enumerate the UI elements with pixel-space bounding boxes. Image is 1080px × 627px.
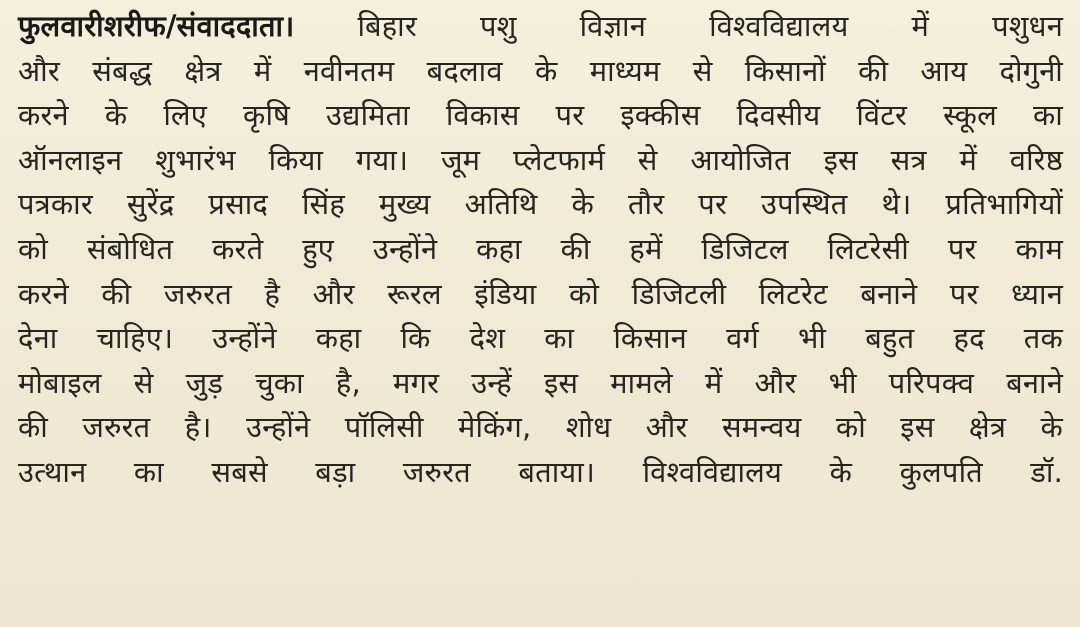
article-body (18, 4, 1063, 495)
article-line-6: को संबोधित करते हुए उन्होंने कहा की हमें डिजिटल लिटरेसी पर काम (18, 231, 1063, 266)
article-line-4: ऑनलाइन शुभारंभ किया गया। जूम प्लेटफार्म से आयोजित इस सत्र में वरिष्ठ (18, 142, 1063, 177)
article-line-11: उत्थान का सबसे बड़ा जरुरत बताया। विश्वविद्यालय के कुलपति डॉ. (18, 454, 1063, 489)
article-line-7: करने की जरुरत है और रूरल इंडिया को डिजिटली लिटरेट बनाने पर ध्यान (18, 276, 1063, 311)
article-line-3: करने के लिए कृषि उद्यमिता विकास पर इक्कीस दिवसीय विंटर स्कूल का (18, 98, 1063, 133)
article-line-1 (18, 4, 1063, 49)
article-line-2: और संबद्ध क्षेत्र में नवीनतम बदलाव के माध्यम से किसानों की आय दोगुनी (18, 53, 1063, 88)
article-line-10: की जरुरत है। उन्होंने पॉलिसी मेकिंग, शोध और समन्वय को इस क्षेत्र के (18, 410, 1063, 445)
article-line-8: देना चाहिए। उन्होंने कहा कि देश का किसान वर्ग भी बहुत हद तक (18, 321, 1063, 356)
article-line-9: मोबाइल से जुड़ चुका है, मगर उन्हें इस मामले में और भी परिपक्व बनाने (18, 365, 1063, 400)
dateline: फुलवारीशरीफ/संवाददाता। (18, 9, 295, 43)
article-line-1-text: बिहार पशु विज्ञान विश्वविद्यालय में पशुधन (357, 9, 1063, 43)
article-line-5: पत्रकार सुरेंद्र प्रसाद सिंह मुख्य अतिथि के तौर पर उपस्थित थे। प्रतिभागियों (18, 187, 1063, 222)
